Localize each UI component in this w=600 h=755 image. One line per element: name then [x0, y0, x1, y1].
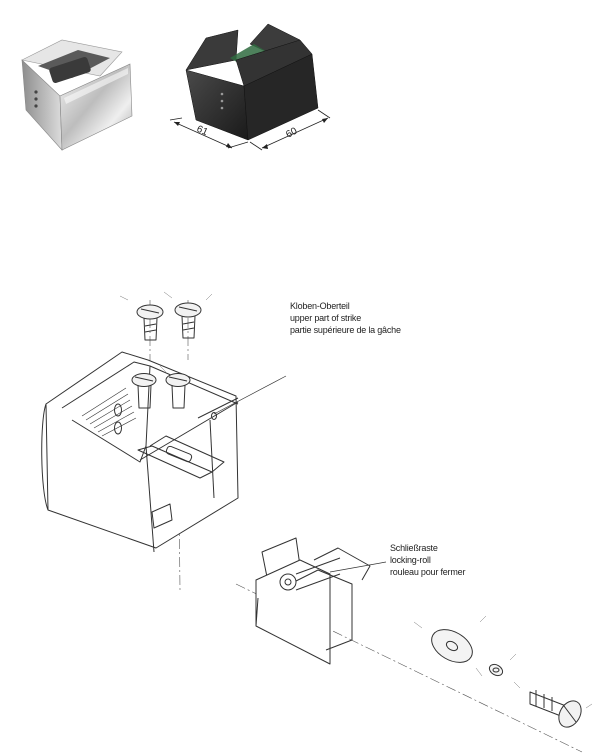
- dimension-61-label: 61: [194, 123, 210, 139]
- locking-roll-label-de: Schließraste: [390, 543, 438, 553]
- upper-part-label-de: Kloben-Oberteil: [290, 301, 350, 311]
- black-strike-photo: [186, 24, 318, 140]
- locking-roll-callout: [390, 542, 465, 578]
- bolt-icon: [530, 690, 586, 731]
- washer-icon: [426, 623, 478, 669]
- locking-roll-label-fr: rouleau pour fermer: [390, 567, 466, 577]
- upper-part-label-en: upper part of strike: [290, 313, 362, 323]
- upper-part-callout: [290, 300, 401, 336]
- dimension-60-label: 60: [284, 125, 300, 141]
- locking-roll-label-en: locking-roll: [390, 555, 431, 565]
- upper-strike-drawing: [42, 300, 286, 590]
- lock-washer-icon: [487, 662, 504, 678]
- upper-part-label-fr: partie supérieure de la gâche: [290, 325, 401, 335]
- chrome-strike-photo: [22, 40, 132, 150]
